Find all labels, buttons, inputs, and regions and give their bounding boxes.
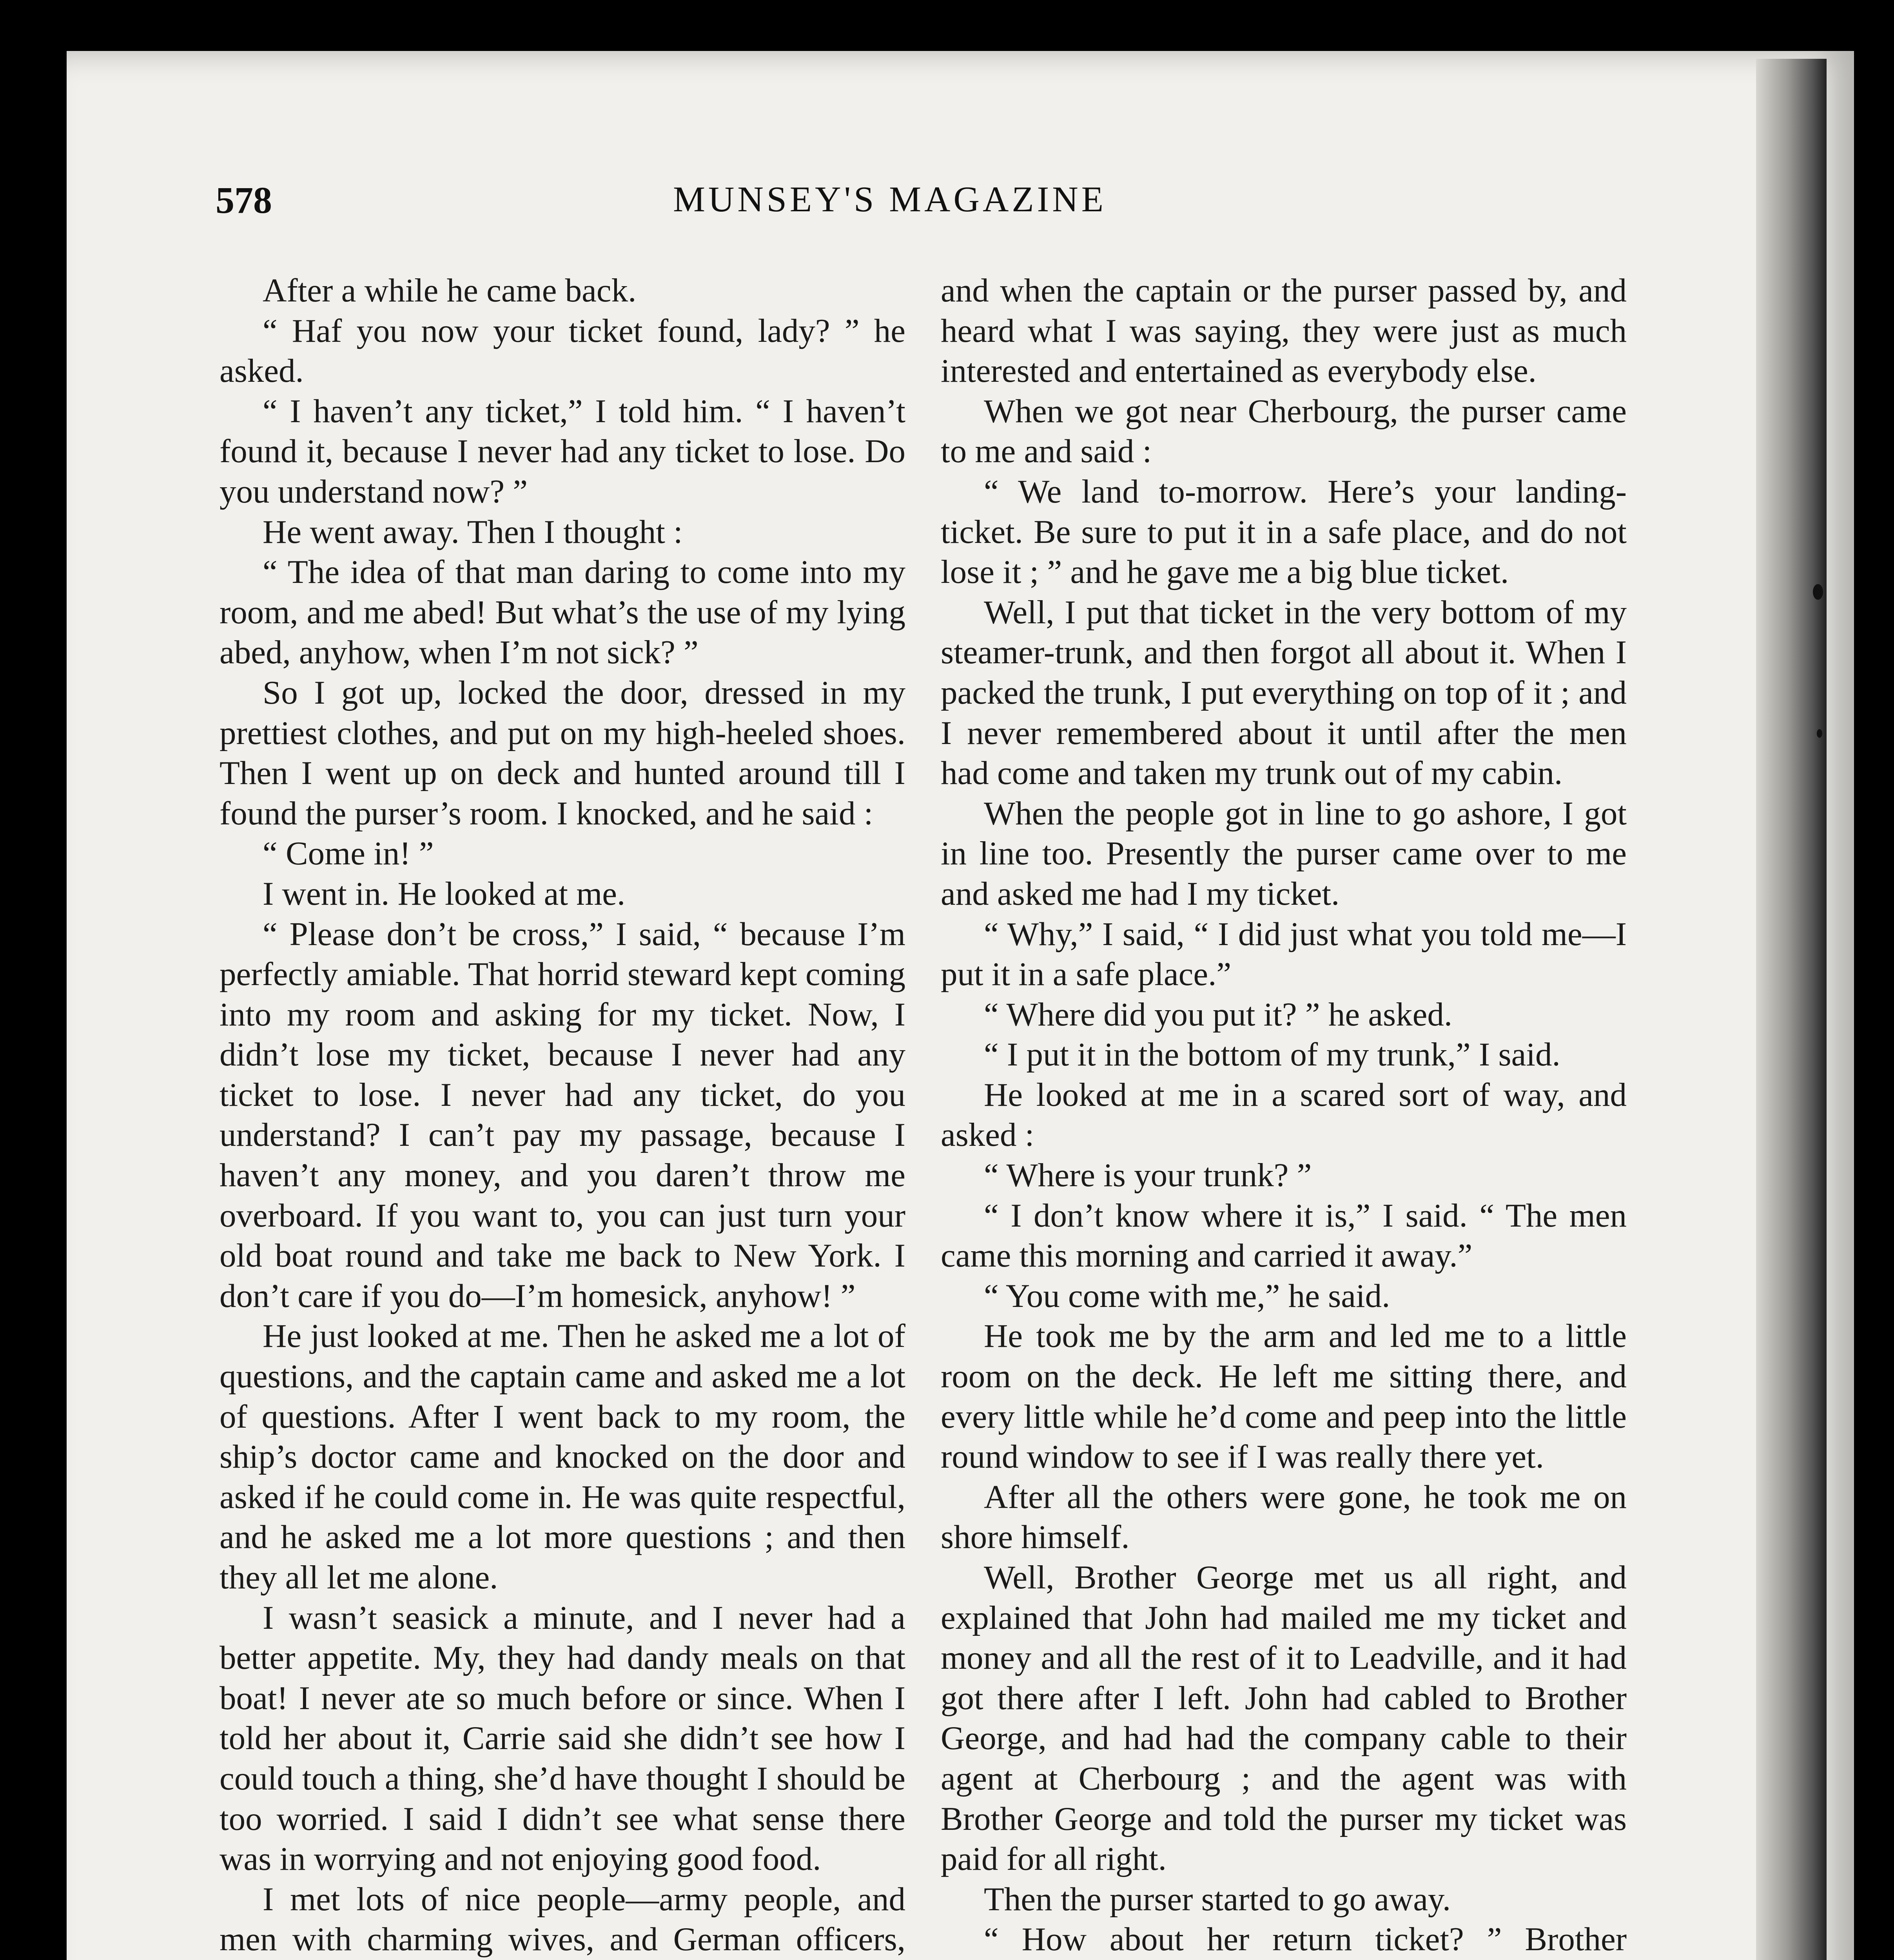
- paragraph: “ I haven’t any ticket,” I told him. “ I haven’t found it, because I never had any ticket to lose. Do you understand now? ”: [220, 392, 905, 510]
- page-spine-shadow: [1756, 59, 1827, 1960]
- paragraph: He looked at me in a scared sort of way, and asked :: [941, 1076, 1627, 1154]
- text-column-left: [220, 270, 905, 1960]
- paragraph: “ Where did you put it? ” he asked.: [984, 996, 1453, 1033]
- paragraph: and when the captain or the purser passed by, and heard what I was saying, they were just as much interested and entertained as everybody else.: [941, 272, 1627, 390]
- paragraph: “ How about her return ticket? ” Brother: [984, 1921, 1627, 1958]
- paragraph: When we got near Cherbourg, the purser came to me and said :: [941, 392, 1627, 470]
- ink-speck: [1813, 584, 1823, 600]
- paragraph: “ Please don’t be cross,” I said, “ because I’m perfectly amiable. That horrid steward kept coming into my room and asking for my ticket. Now, I didn’t lose my ticket, because I never had any ticket to lose. I never had any ticket, do you understand? I can’t pay my passage, because I haven’t any money, and you daren’t throw me overboard. If you want to, you can just turn your old boat round and take me back to New York. I don’t care if you do—I’m homesick, anyhow! ”: [220, 915, 905, 1314]
- paragraph: I met lots of nice people—army people, and men with charming wives, and German officers,: [220, 1880, 905, 1958]
- paragraph: “ I put it in the bottom of my trunk,” I said.: [984, 1036, 1560, 1073]
- paragraph: So I got up, locked the door, dressed in my prettiest clothes, and put on my high-heeled shoes. Then I went up on deck and hunted around till I found the purser’s room. I knocked, and he said :: [220, 674, 905, 832]
- paragraph: “ We land to-morrow. Here’s your landing-ticket. Be sure to put it in a safe place, and do not lose it ; ” and he gave me a big blue ticket.: [941, 473, 1627, 591]
- paragraph: He took me by the arm and led me to a little room on the deck. He left me sitting there, and every little while he’d come and peep into the little round window to see if I was really there yet.: [941, 1318, 1627, 1475]
- paragraph: “ You come with me,” he said.: [984, 1277, 1390, 1314]
- paragraph: “ The idea of that man daring to come into my room, and me abed! But what’s the use of my lying abed, anyhow, when I’m not sick? ”: [220, 554, 905, 671]
- paragraph: After all the others were gone, he took me on shore himself.: [941, 1478, 1627, 1556]
- paragraph: “ Come in! ”: [263, 835, 434, 872]
- paragraph: He went away. Then I thought :: [263, 513, 683, 550]
- paragraph: “ I don’t know where it is,” I said. “ The men came this morning and carried it away.”: [941, 1197, 1627, 1274]
- text-column-right: [941, 270, 1627, 1960]
- running-title: MUNSEY'S MAGAZINE: [673, 179, 1107, 219]
- paragraph: After a while he came back.: [263, 272, 637, 309]
- paragraph: Well, I put that ticket in the very bottom of my steamer-trunk, and then forgot all about it. When I packed the trunk, I put everything on top of it ; and I never remembered about it until after the men had come and taken my trunk out of my cabin.: [941, 593, 1627, 792]
- paragraph: He just looked at me. Then he asked me a lot of questions, and the captain came and asked me a lot of questions. After I went back to my room, the ship’s doctor came and knocked on the door and asked if he could come in. He was quite respectful, and he asked me a lot more questions ; and then they all let me alone.: [220, 1318, 905, 1596]
- paragraph: “ Haf you now your ticket found, lady? ” he asked.: [220, 312, 905, 390]
- paragraph: I wasn’t seasick a minute, and I never had a better appetite. My, they had dandy meals on that boat! I never ate so much before or since. When I told her about it, Carrie said she didn’t see how I could touch a thing, she’d have thought I should be too worried. I said I didn’t see what sense there was in worrying and not enjoying good food.: [220, 1599, 905, 1878]
- paragraph: I went in. He looked at me.: [263, 875, 626, 912]
- paragraph: “ Why,” I said, “ I did just what you told me—I put it in a safe place.”: [941, 915, 1627, 993]
- paragraph: Then the purser started to go away.: [984, 1880, 1451, 1918]
- paragraph: When the people got in line to go ashore, I got in line too. Presently the purser came over to me and asked me had I my ticket.: [941, 795, 1627, 912]
- page-number: 578: [216, 179, 272, 221]
- page-header: [216, 178, 1564, 241]
- ink-speck: [1817, 729, 1822, 738]
- paragraph: “ Where is your trunk? ”: [984, 1157, 1312, 1194]
- paragraph: Well, Brother George met us all right, and explained that John had mailed me my ticket and money and all the rest of it to Leadville, and it had got there after I left. John had cabled to Brother George, and had had the company cable to their agent at Cherbourg ; and the agent was with Brother George and told the purser my ticket was paid for all right.: [941, 1559, 1627, 1878]
